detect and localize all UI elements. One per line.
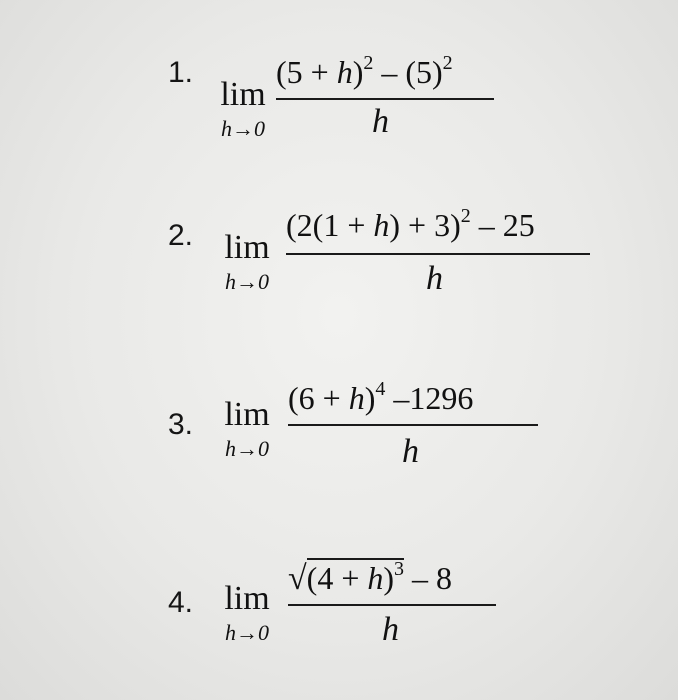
lim-subscript: h→0 — [225, 269, 269, 294]
numerator: $(5 + h)^2 - (5)^2$ — [276, 52, 453, 90]
lim-text: lim — [224, 580, 270, 617]
lim-text: lim — [224, 229, 270, 266]
fraction-bar — [286, 253, 590, 255]
fraction — [288, 380, 540, 480]
limit-operator — [212, 582, 282, 646]
fraction — [288, 560, 498, 660]
numerator: $√(4 + h)^3 - 8$ — [288, 558, 453, 597]
denominator: h — [382, 611, 399, 648]
limit-operator — [212, 398, 282, 462]
problem-number: 2. — [168, 219, 194, 252]
problem-3 — [160, 372, 560, 472]
problem-number: 1. — [168, 56, 194, 89]
fraction-bar — [276, 98, 494, 100]
lim-subscript: h→0 — [221, 116, 265, 141]
lim-subscript: h→0 — [225, 436, 269, 461]
denominator: h — [426, 260, 443, 297]
square-root-icon: √ — [288, 560, 307, 597]
limit-operator — [208, 78, 278, 142]
lim-text: lim — [224, 396, 270, 433]
problem-4 — [160, 548, 520, 648]
fraction — [276, 54, 496, 150]
numerator: $(2(1 + h) + 3)^2 - 25$ — [286, 205, 535, 243]
problem-1 — [160, 40, 520, 140]
problem-number: 3. — [168, 408, 194, 441]
denominator: h — [372, 103, 389, 140]
fraction-bar — [288, 604, 496, 606]
lim-subscript: h→0 — [225, 620, 269, 645]
lim-text: lim — [220, 76, 266, 113]
problem-2 — [160, 205, 600, 305]
problem-number: 4. — [168, 586, 194, 619]
denominator: h — [402, 433, 419, 470]
radicand: $(4 + h)^3$ — [306, 558, 405, 596]
numerator: $(6 + h)^4$ –1296 — [288, 378, 474, 416]
limit-operator — [212, 231, 282, 295]
fraction — [286, 207, 592, 307]
fraction-bar — [288, 424, 538, 426]
